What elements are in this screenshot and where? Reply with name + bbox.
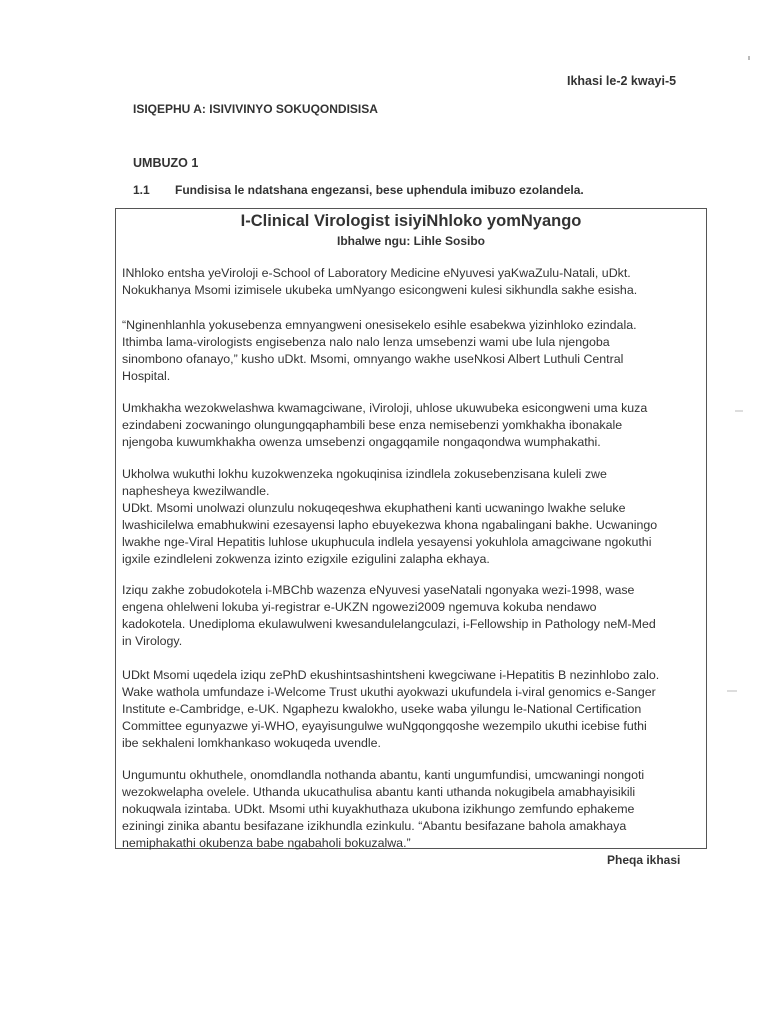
article-paragraph [122,582,702,650]
instruction-number: 1.1 [133,183,150,197]
paragraph-line: “Nginenhlanhla yokusebenza emnyangweni onesisekelo esihle esabekwa yizinhloko ezindala. [122,318,637,332]
instruction-text: Fundisisa le ndatshana engezansi, bese uphendula imibuzo ezolandela. [175,183,584,197]
turn-page-note: Pheqa ikhasi [607,853,681,867]
paragraph-line: Committee egunyazwe yi-WHO, eyayisungulwe wuNgqongqoshe wezempilo ukuthi icebise futhi [122,719,647,733]
paragraph-line: naphesheya kwezilwandle. [122,484,270,498]
article-box [115,208,707,849]
paragraph-line: lwashicilelwa emabhukwini ezesayensi lapho ebuyekezwa khona ngabalingani bakhe. Ucwaningo [122,518,658,532]
section-heading: ISIQEPHU A: ISIVIVINYO SOKUQONDISISA [133,102,378,116]
article-author: Ibhalwe ngu: Lihle Sosibo [336,234,485,248]
paragraph-line: UDkt. Msomi unolwazi olunzulu nokuqeqeshwa ekuphatheni kanti ucwaningo lwakhe seluke [122,501,626,515]
paragraph-line: engena ohlelweni lokuba yi-registrar e-UKZN ngowezi2009 ngemuva kokuba nendawo [122,600,597,614]
paragraph-line: Iziqu zakhe zobudokotela i-MBChb wazenza eNyuvesi yaseNatali ngonyaka wezi-1998, wase [122,583,635,597]
instruction [133,183,584,197]
paragraph-line: in Virology. [122,634,183,648]
scan-speck [748,56,750,60]
paragraph-line: Ukholwa wukuthi lokhu kuzokwenzeka ngokuqinisa izindlela zokusebenzisana kuleli zwe [122,467,607,481]
article-paragraph [122,400,702,451]
scan-speck [727,690,737,692]
paragraph-line: eziningi zinika abantu besifazane izikhundla ezinkulu. “Abantu besifazane bahola amakhaya [122,819,627,833]
article-paragraph [122,265,702,299]
paragraph-line: kadokotela. Unediploma ekulawulweni kwesandulelangculazi, i-Fellowship in Pathology neM-Med [122,617,656,631]
paragraph-line: Hospital. [122,369,171,383]
question-heading: UMBUZO 1 [133,156,199,170]
paragraph-line: ibe sekhaleni lomkhankaso wokuqeda uvendle. [122,736,381,750]
paragraph-line: njengoba kuwumkhakha owenza umsebenzi ongagqamile nongaqondwa wumphakathi. [122,435,601,449]
paragraph-line: Ithimba lama-virologists engisebenza nalo nalo lenza umsebenzi wami ube lula njengoba [122,335,610,349]
paragraph-line: nemiphakathi okubenza babe ngabaholi bokuzalwa.” [122,836,411,850]
paragraph-line: wezokwelapha ovelele. Uthanda ukucathulisa abantu kanti uthanda nokugibela amabhayisikili [122,785,636,799]
paragraph-line: UDkt Msomi uqedela iziqu zePhD ekushintsashintsheni kwegciwane i-Hepatitis B nezinhlobo zalo. [122,668,660,682]
article-title: I-Clinical Virologist isiyiNhloko yomNyango [240,212,582,230]
article-paragraph [122,767,702,852]
paragraph-line: INhloko entsha yeViroloji e-School of Laboratory Medicine eNyuvesi yaKwaZulu-Natali, uDkt. [122,266,631,280]
paragraph-line: nokuqwala izintaba. UDkt. Msomi uthi kuyakhuthaza ukubona izikhungo zemfundo ephakeme [122,802,635,816]
article-paragraph [122,317,702,385]
scan-speck [735,410,743,412]
article-paragraph [122,667,702,752]
article-paragraph [122,466,702,568]
paragraph-line: ezindabeni zocwaningo olungungqaphambili bese enza nemisebenzi yomkhakha ibonakale [122,418,623,432]
paragraph-line: sinombono ofanayo,” kusho uDkt. Msomi, omnyango wakhe useNkosi Albert Luthuli Central [122,352,624,366]
paragraph-line: Ungumuntu okhuthele, onomdlandla nothanda abantu, kanti ungumfundisi, umcwaningi nongoti [122,768,645,782]
paragraph-line: Nokukhanya Msomi izimisele ukubeka umNyango esicongweni kulesi sikhundla sakhe esisha. [122,283,638,297]
paragraph-line: Umkhakha wezokwelashwa kwamagciwane, iViroloji, uhlose ukuwubeka esicongweni uma kuza [122,401,648,415]
paragraph-line: Institute e-Cambridge, e-UK. Ngaphezu kwalokho, useke waba yilungu le-National Certification [122,702,642,716]
paragraph-line: Wake wathola umfundaze i-Welcome Trust ukuthi ayokwazi ukufundela i-viral genomics e-Sanger [122,685,656,699]
page-number: Ikhasi le-2 kwayi-5 [567,74,677,88]
paragraph-line: lwakhe nge-Viral Hepatitis luhlose ukuphucula indlela yesayensi yokuhlola amagciwane ngokuthi [122,535,652,549]
paragraph-line: igxile ezindleleni zokwenza izinto ezigxile ezigulini zalapha ekhaya. [122,552,490,566]
